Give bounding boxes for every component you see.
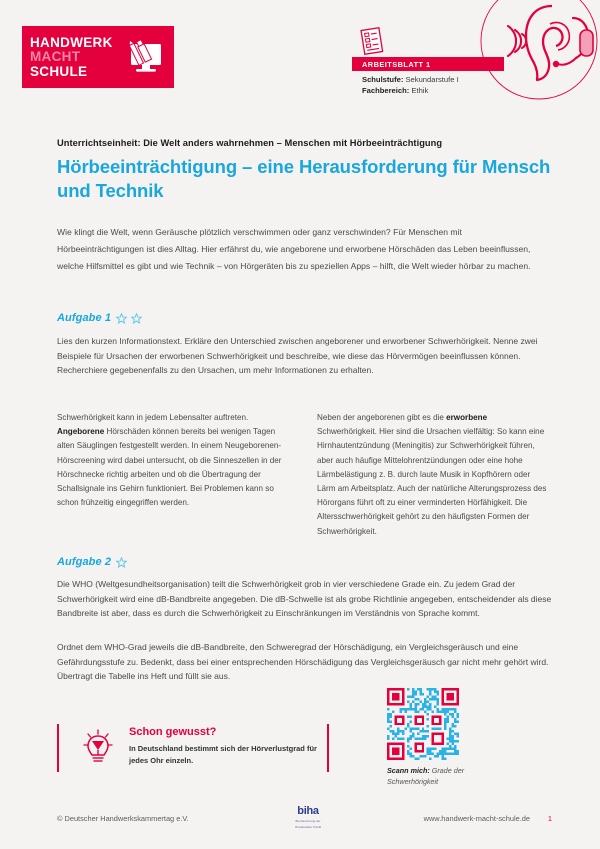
info-right-bold: erworbene xyxy=(446,413,488,422)
partner-logo-sub-1: Bundesinnung der xyxy=(295,819,321,823)
page-number: 1 xyxy=(547,814,552,823)
intro-paragraph: Wie klingt die Welt, wenn Geräusche plötzlich verschwimmen oder ganz verschwinden? Für Menschen mit Hörbeeinträchtigungen ist dies Alltag. Hier erfährst du, wie angeborene und erworbene Hörschäden das Leben beeinflussen, welche Hilfsmittel es gibt und wie Technik – von Hörgeräten bis zu speziellen Apps – hilft, die Welt wieder hörbar zu machen. xyxy=(57,227,531,272)
qr-caption-rest: Grade der Schwerhörigkeit xyxy=(387,766,465,786)
partner-logo xyxy=(282,806,334,840)
qr-caption xyxy=(387,765,507,787)
badge-label: ARBEITSBLATT 1 xyxy=(362,59,431,69)
footer-url[interactable]: www.handwerk-macht-schule.de xyxy=(423,814,530,823)
unit-kicker: Unterrichtseinheit: Die Welt anders wahrnehmen – Menschen mit Hörbeeinträchtigung xyxy=(57,138,443,148)
info-right-part1: Neben der angeborenen gibt es die xyxy=(317,413,447,422)
partner-logo-name: biha xyxy=(297,805,319,817)
page-title: Hörbeeinträchtigung – eine Herausforderung für Mensch und Technik xyxy=(57,156,551,202)
task-2-paragraph-2: Ordnet dem WHO-Grad jeweils die dB-Bandbreite, den Schweregrad der Hörschädigung, ein Vergleichsgeräusch und eine Gefährdungsstufe zu. Bedenkt, dass bei einer entsprechenden Hörschädigung das Vergleichsgeräusch gar nicht mehr gehört wird. Übertragt die Tabelle ins Heft und füllt sie aus. xyxy=(57,642,549,682)
task-1-label: Aufgabe 1 xyxy=(57,312,112,324)
task-2-heading xyxy=(57,556,127,568)
info-left-part2: Hörschäden können bereits bei wenigen Tagen alten Säuglingen festgestellt werden. In einem Neugeborenen-Hörscreening wird dabei untersucht, ob die Sinneszellen in der Hörschnecke richtig arbeiten und ob die Übertragung der Schallsignale ins Gehirn funktioniert. Bei Problemen kann so schon frühzeitig eingegriffen werden. xyxy=(57,427,282,508)
star-outline-icon xyxy=(131,313,142,324)
school-level-value: Sekundarstufe I xyxy=(405,75,459,84)
subject-value: Ethik xyxy=(411,86,429,95)
did-you-know-title: Schon gewusst? xyxy=(129,726,217,738)
left-rule xyxy=(57,724,59,772)
task-2-paragraph-1: Die WHO (Weltgesundheitsorganisation) teilt die Schwerhörigkeit grob in vier verschiedene Grade ein. Zu jedem Grad der Schwerhörigkeit wird eine dB-Bandbreite angegeben. Die dB-Schwelle ist als grobe Richtlinie angegeben, entscheidender als diese Bandbreite ist aber, dass es durch die Schwerhörigkeit zu Einschränkungen im Verständnis von Sprache kommt. xyxy=(57,579,552,619)
badge-meta xyxy=(362,74,459,96)
brand-logo xyxy=(22,26,174,88)
task-1-heading xyxy=(57,312,142,324)
task-2-stars xyxy=(116,557,127,568)
info-column-left xyxy=(57,411,287,510)
status-badge xyxy=(352,57,504,71)
monitor-tools-icon xyxy=(122,36,166,78)
school-level-label: Schulstufe: xyxy=(362,75,404,84)
qr-caption-bold: Scann mich: xyxy=(387,766,430,775)
footer-copyright: © Deutscher Handwerkskammertag e.V. xyxy=(57,814,189,823)
right-rule xyxy=(327,724,329,772)
lightbulb-icon xyxy=(81,728,115,768)
qr-code-icon[interactable] xyxy=(387,688,459,765)
info-right-part2: Schwerhörigkeit. Hier sind die Ursachen vielfältig: So kann eine Hirnhautentzündung (Meningitis) zur Schwerhörigkeit führen, aber auch häufige Mittelohrentzündungen oder eine hohe Lärmbelästigung z. B. durch laute Musik in Kopfhörern oder Lärm am Arbeitsplatz. Auch der natürliche Alterungsprozess des Hörorgans führt oft zu einer verminderten Hörfähigkeit. Die Altersschwerhörigkeit gehört zu den häufigsten Formen der Schwerhörigkeit. xyxy=(317,427,547,536)
task-1-text: Lies den kurzen Informationstext. Erkläre den Unterschied zwischen angeborener und erworbener Schwerhörigkeit. Nenne zwei Beispiele für Ursachen der erworbenen Schwerhörigkeit und beschreibe, wie diese das Hörvermögen beeinflussen können. Recherchiere gegebenenfalls zu den Ursachen, um mehr Informationen zu erhalten. xyxy=(57,336,538,376)
logo-line-3: SCHULE xyxy=(30,63,88,79)
task-1-stars xyxy=(116,313,142,324)
star-outline-icon xyxy=(116,313,127,324)
info-left-part1: Schwerhörigkeit kann in jedem Lebensalter auftreten. xyxy=(57,413,249,422)
task-2-label: Aufgabe 2 xyxy=(57,556,112,568)
info-left-bold: Angeborene xyxy=(57,427,105,437)
logo-line-1: HANDWERK xyxy=(30,34,113,50)
did-you-know-box xyxy=(57,722,329,774)
subject-label: Fachbereich: xyxy=(362,86,410,95)
star-outline-icon xyxy=(116,557,127,568)
worksheet-document-icon xyxy=(359,27,385,57)
info-column-right xyxy=(317,411,549,539)
logo-line-2: MACHT xyxy=(30,49,81,65)
partner-logo-sub-2: Hörakustiker KdöR xyxy=(295,825,321,830)
did-you-know-text: In Deutschland bestimmt sich der Hörverlustgrad für jedes Ohr einzeln. xyxy=(129,744,317,765)
